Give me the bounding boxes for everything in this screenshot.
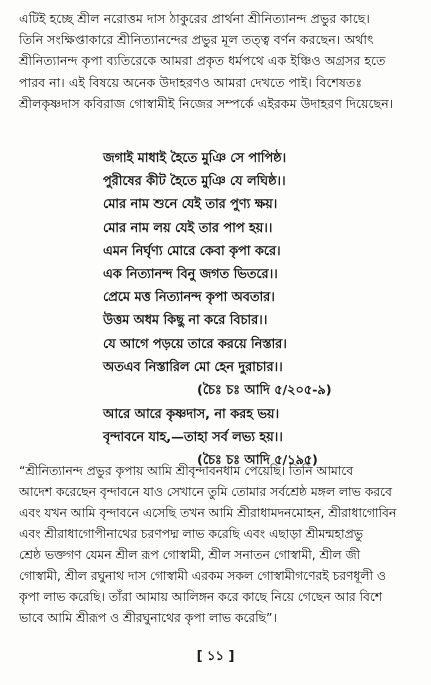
verse-line: বৃন্দাবনে যাহ,—তাহা সর্ব লভ্য হয়।। — [103, 430, 283, 446]
verse-line: পুরীষের কীট হৈতে মুঞি যে লঘিষ্ঠ।। — [103, 174, 286, 190]
intro-paragraph: এটিই হচ্ছে শ্রীল নরোত্তম দাস ঠাকুরের প্রার্থনা শ্রীনিত্যানন্দ প্রভুর কাছে। তিনি সংক্ষিপ্তাকারে শ্রীনিত্যানন্দের প্রভুর মূল তত্ত্ব বর্ণন করছেন। অর্থাৎ শ্রীনিত্যানন্দ কৃপা ব্যতিরেকে আমরা প্রকৃত ধর্মপথে এক ইঞ্চিও অগ্রসর হতে পারব না। এই বিষয়ে অনেক উদাহরণও আমরা দেখতে পাই। বিশেষতঃ শ্রীলকৃষ্ণদাস কবিরাজ গোস্বামীই নিজের সম্পর্কে এইরকম উদাহরণ দিয়েছেন। — [19, 11, 394, 111]
verse-block — [103, 147, 423, 473]
page-number: [ ১১ ] — [196, 649, 235, 664]
verse-line: মোর নাম লয় যেই তার পাপ হয়।। — [103, 220, 273, 236]
verse-line: এক নিত্যানন্দ বিনু জগত ভিতরে।। — [103, 266, 278, 282]
verse-reference: (চৈঃ চঃ আদি ৫/১৯৫) — [197, 453, 318, 469]
verse-line: জগাই মাধাই হৈতে মুঞি সে পাপিষ্ঠ। — [103, 151, 287, 166]
quote-paragraph: “শ্রীনিত্যানন্দ প্রভুর কৃপায় আমি শ্রীবৃন্দাবনধাম পেয়েছি। তিনি আমাবে আদেশ করেছেন বৃন্দাবনে যাও সেখানে তুমি তোমার সর্বশ্রেষ্ঠ মঙ্গল লাভ করবে এবং যখন আমি বৃন্দাবনে এসেছি তখন আমি শ্রীরাধামদনমোহন, শ্রীরাধাগোবিন এবং শ্রীরাধাগোপীনাথের চরণপদ্ম লাভ করেছি এবং এছাড়া শ্রীমন্মহাপ্রভু শ্রেষ্ঠ ভক্তগণ যেমন শ্রীল রূপ গোস্বামী, শ্রীল সনাতন গোস্বামী, শ্রীল জী গোস্বামী, শ্রীল রঘুনাথ দাস গোস্বামী এরকম সকল গোস্বামীগণেরই চরণধূলী ও কৃপা লাভ করেছি। তাঁরা আমায় আলিঙ্গন করে কাছে নিয়ে গেছেন আর বিশে ভাবে আমি শ্রীরূপ ও শ্রীরঘুনাথের কৃপা লাভ করেছি”। — [19, 464, 397, 625]
verse-line: এমন নির্ঘৃণ্য মোরে কেবা কৃপা করে। — [103, 243, 281, 259]
verse-reference: (চৈঃ চঃ আদি ৫/২০৫-৯) — [197, 382, 332, 398]
verse-line: অতএব নিস্তারিল মো হেন দুরাচার।। — [103, 359, 283, 375]
verse-line: আরে আরে কৃষ্ণদাস, না করহ ভয়। — [103, 406, 280, 422]
verse-line: মোর নাম শুনে যেই তার পুণ্য ক্ষয়। — [103, 197, 278, 213]
verse-line: উত্তম অধম কিছু না করে বিচার।। — [103, 313, 268, 329]
verse-line: প্রেমে মত্ত নিত্যানন্দ কৃপা অবতার। — [103, 290, 275, 306]
verse-line: যে আগে পড়য়ে তারে করয়ে নিস্তার। — [103, 336, 287, 352]
